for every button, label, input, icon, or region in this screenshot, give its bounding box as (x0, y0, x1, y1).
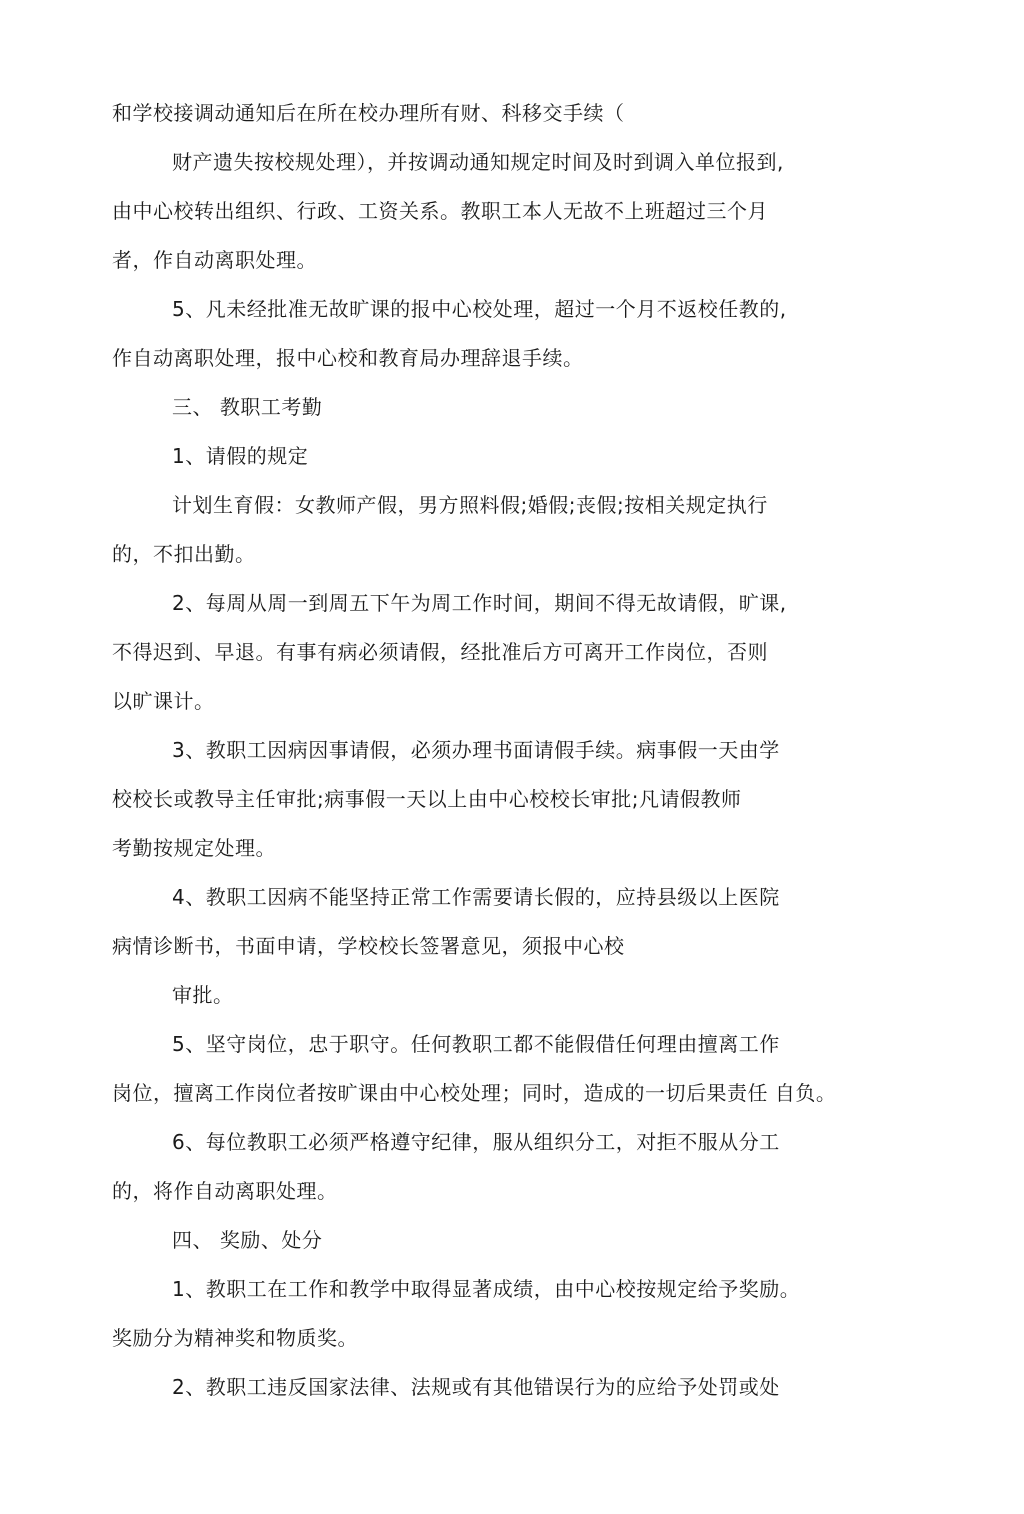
text-line-16: 考勤按规定处理。 (112, 836, 276, 860)
text-line-3: 由中心校转出组织、行政、工资关系。教职工本人无故不上班超过三个月 (112, 199, 768, 223)
section-heading-3: 三、 教职工考勤 (172, 395, 323, 419)
text-line-9: 计划生育假：女教师产假，男方照料假;婚假;丧假;按相关规定执行 (172, 493, 768, 517)
text-line-21: 岗位，擅离工作岗位者按旷课由中心校处理；同时，造成的一切后果责任 自负。 (112, 1081, 837, 1105)
text-line-8: 1、请假的规定 (172, 444, 309, 468)
section-heading-4: 四、 奖励、处分 (172, 1228, 323, 1252)
text-line-22: 6、每位教职工必须严格遵守纪律，服从组织分工，对拒不服从分工 (172, 1130, 780, 1154)
text-line-25: 1、教职工在工作和教学中取得显著成绩，由中心校按规定给予奖励。 (172, 1277, 801, 1301)
text-line-4: 者，作自动离职处理。 (112, 248, 317, 272)
text-line-27: 2、教职工违反国家法律、法规或有其他错误行为的应给予处罚或处 (172, 1375, 780, 1399)
text-line-13: 以旷课计。 (112, 689, 215, 713)
text-line-1: 和学校接调动通知后在所在校办理所有财、科移交手续（ (112, 101, 625, 125)
text-line-23: 的，将作自动离职处理。 (112, 1179, 338, 1203)
text-line-15: 校校长或教导主任审批;病事假一天以上由中心校校长审批;凡请假教师 (112, 787, 742, 811)
text-line-20: 5、坚守岗位，忠于职守。任何教职工都不能假借任何理由擅离工作 (172, 1032, 780, 1056)
text-line-12: 不得迟到、早退。有事有病必须请假，经批准后方可离开工作岗位，否则 (112, 640, 768, 664)
text-line-18: 病情诊断书，书面申请，学校校长签署意见，须报中心校 (112, 934, 625, 958)
text-line-2: 财产遗失按校规处理），并按调动通知规定时间及时到调入单位报到, (172, 150, 784, 174)
text-line-26: 奖励分为精神奖和物质奖。 (112, 1326, 358, 1350)
text-line-19: 审批。 (172, 983, 234, 1007)
text-line-10: 的，不扣出勤。 (112, 542, 256, 566)
text-line-14: 3、教职工因病因事请假，必须办理书面请假手续。病事假一天由学 (172, 738, 780, 762)
text-line-6: 作自动离职处理，报中心校和教育局办理辞退手续。 (112, 346, 584, 370)
text-line-11: 2、每周从周一到周五下午为周工作时间，期间不得无故请假，旷课, (172, 591, 787, 615)
text-line-5: 5、凡未经批准无故旷课的报中心校处理，超过一个月不返校任教的, (172, 297, 787, 321)
text-line-17: 4、教职工因病不能坚持正常工作需要请长假的，应持县级以上医院 (172, 885, 780, 909)
